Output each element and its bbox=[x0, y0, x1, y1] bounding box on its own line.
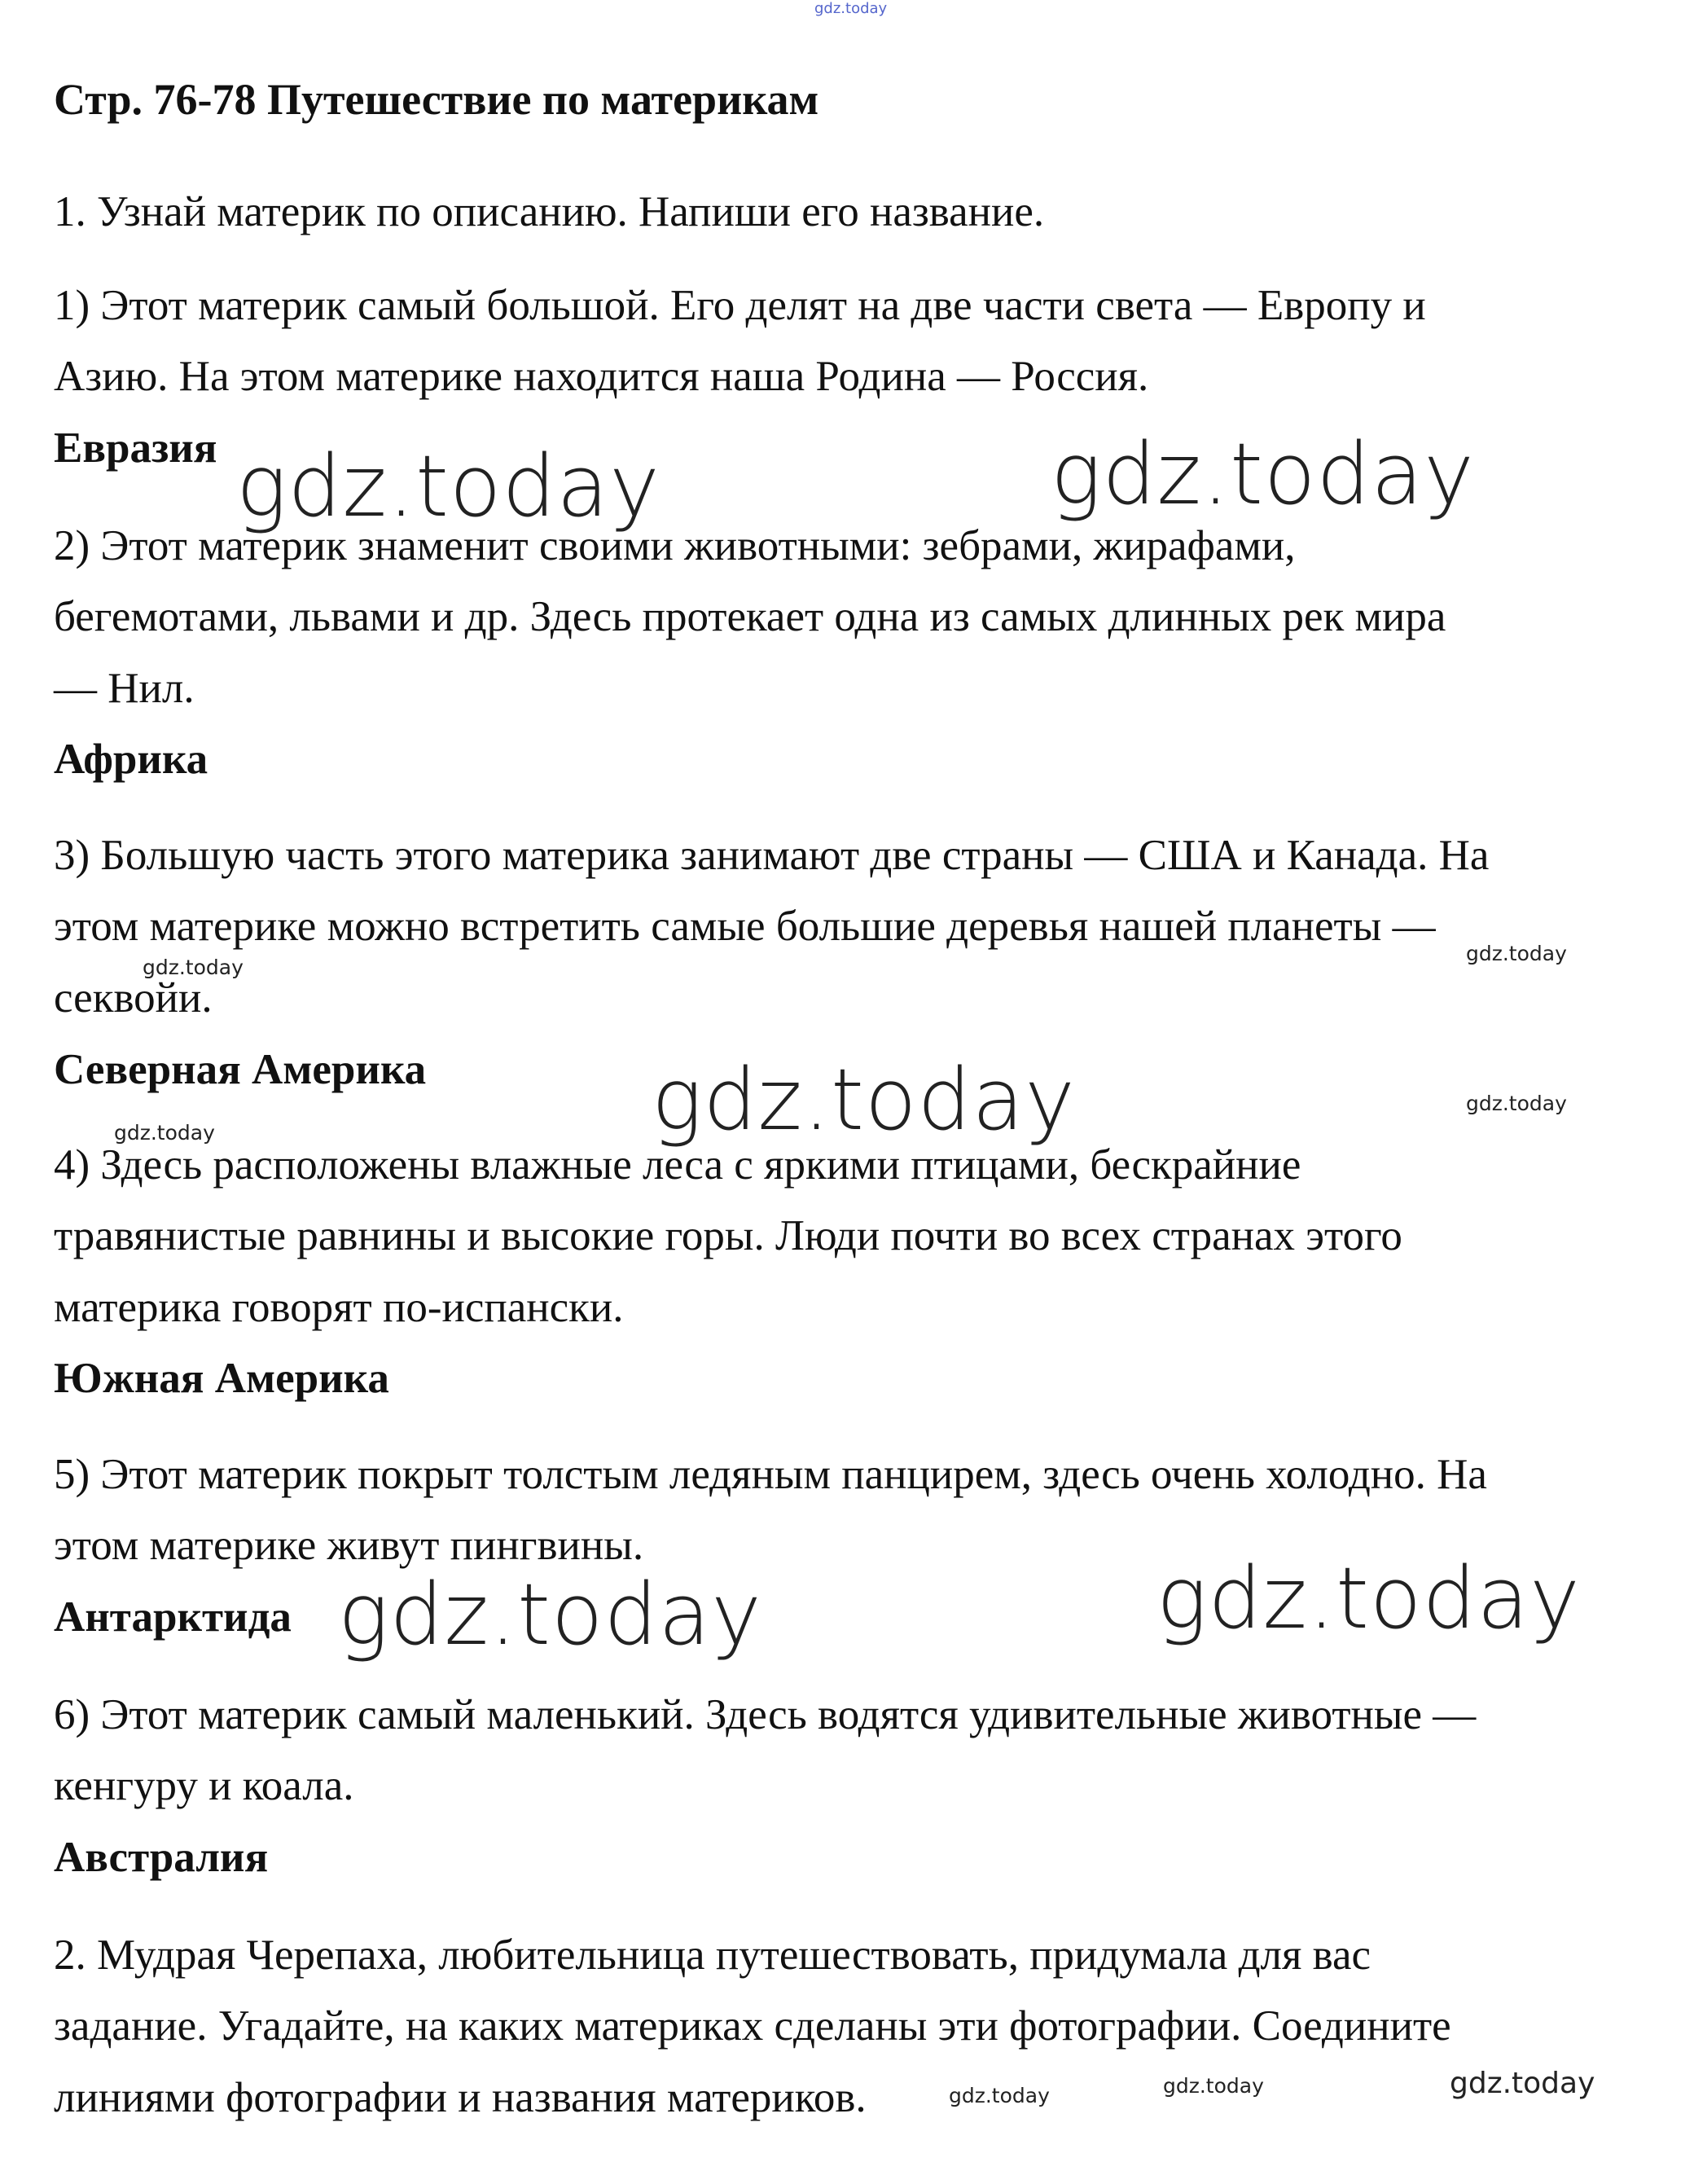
item2-line3: — Нил. bbox=[54, 665, 195, 712]
watermark: gdz.today bbox=[1450, 2067, 1595, 2100]
item1-answer: Евразия bbox=[54, 424, 217, 472]
item4-line2: травянистые равнины и высокие горы. Люди почти во всех странах этого bbox=[54, 1212, 1402, 1259]
item4-line1: 4) Здесь расположены влажные леса с яркими птицами, бескрайние bbox=[54, 1141, 1301, 1189]
task2-line3: линиями фотографии и названия материков. bbox=[54, 2074, 867, 2121]
item4-answer: Южная Америка bbox=[54, 1355, 389, 1402]
watermark: gdz.today bbox=[114, 1121, 215, 1145]
item3-line2: этом материке можно встретить самые большие деревья нашей планеты — bbox=[54, 903, 1436, 950]
item5-line2: этом материке живут пингвины. bbox=[54, 1522, 644, 1569]
watermark: gdz.today bbox=[338, 1565, 762, 1664]
item4-line3: материка говорят по-испански. bbox=[54, 1284, 624, 1331]
watermark: gdz.today bbox=[1466, 1092, 1567, 1115]
watermark: gdz.today bbox=[143, 956, 244, 979]
item2-answer: Африка bbox=[54, 736, 208, 783]
page-title: Стр. 76-78 Путешествие по материкам bbox=[54, 75, 819, 124]
item3-answer: Северная Америка bbox=[54, 1046, 427, 1093]
task1-prompt: 1. Узнай материк по описанию. Напиши его название. bbox=[54, 188, 1045, 235]
item3-line3: секвойи. bbox=[54, 974, 213, 1022]
watermark: gdz.today bbox=[1466, 942, 1567, 965]
item1-line2: Азию. На этом материке находится наша Родина — Россия. bbox=[54, 353, 1149, 400]
item2-line2: бегемотами, львами и др. Здесь протекает одна из самых длинных рек мира bbox=[54, 593, 1446, 640]
item2-line1: 2) Этот материк знаменит своими животными: зебрами, жирафами, bbox=[54, 522, 1296, 569]
watermark: gdz.today bbox=[949, 2084, 1050, 2107]
item6-line2: кенгуру и коала. bbox=[54, 1762, 354, 1809]
item1-line1: 1) Этот материк самый большой. Его делят на две части света — Европу и bbox=[54, 282, 1426, 329]
item3-line1: 3) Большую часть этого материка занимают две страны — США и Канада. На bbox=[54, 832, 1490, 879]
item5-answer: Антарктида bbox=[54, 1593, 292, 1641]
watermark: gdz.today bbox=[1051, 424, 1475, 524]
item6-line1: 6) Этот материк самый маленький. Здесь водятся удивительные животные — bbox=[54, 1691, 1477, 1738]
item5-line1: 5) Этот материк покрыт толстым ледяным панцирем, здесь очень холодно. На bbox=[54, 1451, 1487, 1498]
header-site-mark: gdz.today bbox=[814, 0, 888, 17]
item6-answer: Австралия bbox=[54, 1834, 269, 1881]
watermark: gdz.today bbox=[652, 1050, 1076, 1149]
watermark: gdz.today bbox=[1156, 1549, 1581, 1648]
watermark: gdz.today bbox=[236, 437, 660, 536]
task2-line1: 2. Мудрая Черепаха, любительница путешествовать, придумала для вас bbox=[54, 1931, 1371, 1979]
task2-line2: задание. Угадайте, на каких материках сделаны эти фотографии. Соедините bbox=[54, 2002, 1451, 2050]
watermark: gdz.today bbox=[1163, 2074, 1264, 2098]
